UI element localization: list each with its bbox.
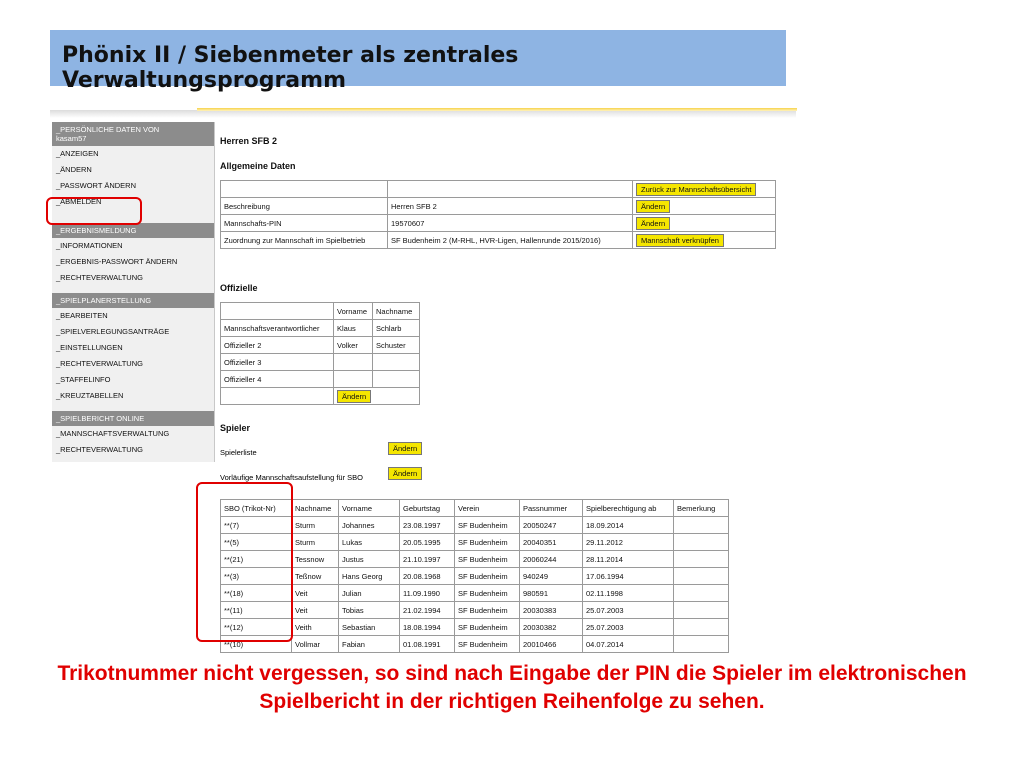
table-cell: 23.08.1997 xyxy=(400,517,455,534)
table-row: Mannschafts-PIN 19570607 Ändern xyxy=(221,215,776,232)
team-title: Herren SFB 2 xyxy=(220,136,278,146)
column-header: Passnummer xyxy=(520,500,583,517)
sidebar-heading: _SPIELBERICHT ONLINE xyxy=(52,411,214,426)
table-cell: SF Budenheim xyxy=(455,602,520,619)
table-cell: 20060244 xyxy=(520,551,583,568)
role-input[interactable]: Offizieller 2 xyxy=(221,337,334,354)
table-row xyxy=(221,602,729,619)
table-cell: Hans Georg xyxy=(339,568,400,585)
table-cell: Johannes xyxy=(339,517,400,534)
table-cell: Veit xyxy=(292,602,339,619)
table-cell xyxy=(674,551,729,568)
last-name-input[interactable] xyxy=(373,371,420,388)
table-cell xyxy=(674,636,729,653)
table-cell: 20040351 xyxy=(520,534,583,551)
table-cell: SF Budenheim xyxy=(455,551,520,568)
table-row xyxy=(221,551,729,568)
column-header: Nachname xyxy=(292,500,339,517)
sidebar-item-informationen[interactable]: _INFORMATIONEN xyxy=(52,238,214,254)
officials-table xyxy=(220,302,420,405)
table-cell: 20050247 xyxy=(520,517,583,534)
table-cell xyxy=(674,568,729,585)
table-cell: SF Budenheim xyxy=(455,636,520,653)
slide-title-bar xyxy=(50,30,786,93)
sidebar-item-mannschaftsverwaltung[interactable]: _MANNSCHAFTSVERWALTUNG xyxy=(52,426,214,442)
table-cell: 20030383 xyxy=(520,602,583,619)
first-name-input[interactable]: Klaus xyxy=(334,320,373,337)
table-cell: Sturm xyxy=(292,517,339,534)
column-header: Verein xyxy=(455,500,520,517)
sidebar-item-abmelden[interactable]: _ABMELDEN xyxy=(52,194,214,210)
table-cell xyxy=(674,619,729,636)
table-row xyxy=(221,585,729,602)
table-row xyxy=(221,534,729,551)
table-row xyxy=(221,636,729,653)
column-header: Vorname xyxy=(339,500,400,517)
table-cell: 28.11.2014 xyxy=(583,551,674,568)
first-name-input[interactable] xyxy=(334,371,373,388)
table-row: Vorname Nachname xyxy=(221,303,420,320)
back-to-teams-button[interactable]: Zurück zur Mannschaftsübersicht xyxy=(636,183,756,196)
sidebar-item-anzeigen[interactable]: _ANZEIGEN xyxy=(52,146,214,162)
table-row: Beschreibung Herren SFB 2 Ändern xyxy=(221,198,776,215)
sidebar-item-rechte[interactable]: _RECHTEVERWALTUNG xyxy=(52,442,214,458)
table-cell: Teßnow xyxy=(292,568,339,585)
table-row xyxy=(221,517,729,534)
table-cell xyxy=(674,585,729,602)
sidebar-item-bearbeiten[interactable]: _BEARBEITEN xyxy=(52,308,214,324)
edit-lineup-button[interactable]: Ändern xyxy=(388,467,422,480)
sidebar-item-ergebnis-passwort[interactable]: _ERGEBNIS-PASSWORT ÄNDERN xyxy=(52,254,214,270)
table-cell: Sturm xyxy=(292,534,339,551)
edit-description-button[interactable]: Ändern xyxy=(636,200,670,213)
column-header: Bemerkung xyxy=(674,500,729,517)
table-header-row xyxy=(221,500,729,517)
table-cell: Justus xyxy=(339,551,400,568)
table-row xyxy=(221,320,420,337)
role-input[interactable]: Mannschaftsverantwortlicher xyxy=(221,320,334,337)
table-cell: Tobias xyxy=(339,602,400,619)
highlight-jersey-numbers xyxy=(196,482,293,642)
general-table xyxy=(220,180,776,249)
table-cell: 21.02.1994 xyxy=(400,602,455,619)
table-row xyxy=(221,619,729,636)
table-row: Zuordnung zur Mannschaft im Spielbetrieb SF Budenheim 2 (M-RHL, HVR-Ligen, Hallenrunde 2015/2016) Mannschaft verknüpfen xyxy=(221,232,776,249)
edit-pin-button[interactable]: Ändern xyxy=(636,217,670,230)
role-input[interactable]: Offizieller 3 xyxy=(221,354,334,371)
table-cell: 20.08.1968 xyxy=(400,568,455,585)
table-cell: SF Budenheim xyxy=(455,585,520,602)
players-table xyxy=(220,499,729,653)
last-name-input[interactable]: Schlarb xyxy=(373,320,420,337)
sidebar-group-spielbericht xyxy=(52,411,214,458)
table-cell: 20.05.1995 xyxy=(400,534,455,551)
table-row xyxy=(221,181,776,198)
table-cell: Veit xyxy=(292,585,339,602)
table-cell xyxy=(674,602,729,619)
column-header: Geburtstag xyxy=(400,500,455,517)
table-cell: SF Budenheim xyxy=(455,517,520,534)
link-team-button[interactable]: Mannschaft verknüpfen xyxy=(636,234,724,247)
table-cell: 01.08.1991 xyxy=(400,636,455,653)
column-header: SBO (Trikot-Nr) xyxy=(221,500,292,517)
table-cell: **(10) xyxy=(221,636,292,653)
table-cell: **(18) xyxy=(221,585,292,602)
sidebar-heading: _PERSÖNLICHE DATEN VON kasam57 xyxy=(52,122,214,146)
sidebar-item-aendern[interactable]: _ÄNDERN xyxy=(52,162,214,178)
officials-heading: Offizielle xyxy=(220,283,258,293)
sidebar-group-spielplan xyxy=(52,293,214,404)
table-cell: 20030382 xyxy=(520,619,583,636)
table-cell: SF Budenheim xyxy=(455,534,520,551)
sidebar-item-kreuztabellen[interactable]: _KREUZTABELLEN xyxy=(52,388,214,404)
table-cell: 20010466 xyxy=(520,636,583,653)
sidebar-item-verlegung[interactable]: _SPIELVERLEGUNGSANTRÄGE xyxy=(52,324,214,340)
slide-note: Trikotnummer nicht vergessen, so sind nach Eingabe der PIN die Spieler im elektronischen Spielbericht in der richtigen Reihenfolge zu sehen. xyxy=(57,662,967,713)
table-cell: **(11) xyxy=(221,602,292,619)
table-cell xyxy=(674,534,729,551)
first-name-input[interactable]: Volker xyxy=(334,337,373,354)
table-cell: **(12) xyxy=(221,619,292,636)
table-cell: Veith xyxy=(292,619,339,636)
table-cell: **(5) xyxy=(221,534,292,551)
table-cell: 25.07.2003 xyxy=(583,619,674,636)
table-cell: SF Budenheim xyxy=(455,619,520,636)
table-cell: 29.11.2012 xyxy=(583,534,674,551)
sidebar-item-staffelinfo[interactable]: _STAFFELINFO xyxy=(52,372,214,388)
table-cell: 940249 xyxy=(520,568,583,585)
sidebar-group-ergebnis xyxy=(52,223,214,286)
sidebar-item-einstellungen[interactable]: _EINSTELLUNGEN xyxy=(52,340,214,356)
table-cell: 11.09.1990 xyxy=(400,585,455,602)
table-cell: 02.11.1998 xyxy=(583,585,674,602)
players-heading: Spieler xyxy=(220,423,251,433)
sidebar xyxy=(52,122,215,462)
table-row xyxy=(221,388,420,405)
table-cell: Fabian xyxy=(339,636,400,653)
table-cell: 18.08.1994 xyxy=(400,619,455,636)
table-cell: 04.07.2014 xyxy=(583,636,674,653)
sidebar-item-passwort[interactable]: _PASSWORT ÄNDERN xyxy=(52,178,214,194)
sidebar-heading: _SPIELPLANERSTELLUNG xyxy=(52,293,214,308)
general-heading: Allgemeine Daten xyxy=(220,161,296,171)
main-content xyxy=(218,128,778,649)
player-list-label: Spielerliste xyxy=(220,448,257,457)
table-cell: Vollmar xyxy=(292,636,339,653)
divider xyxy=(50,110,796,118)
table-cell: **(7) xyxy=(221,517,292,534)
last-name-input[interactable] xyxy=(373,354,420,371)
table-cell: 17.06.1994 xyxy=(583,568,674,585)
table-cell: **(21) xyxy=(221,551,292,568)
column-header: Spielberechtigung ab xyxy=(583,500,674,517)
table-cell: SF Budenheim xyxy=(455,568,520,585)
table-cell: **(3) xyxy=(221,568,292,585)
table-cell: Sebastian xyxy=(339,619,400,636)
table-cell: 18.09.2014 xyxy=(583,517,674,534)
table-row xyxy=(221,354,420,371)
table-cell: 25.07.2003 xyxy=(583,602,674,619)
table-row xyxy=(221,568,729,585)
role-input[interactable]: Offizieller 4 xyxy=(221,371,334,388)
table-cell: Lukas xyxy=(339,534,400,551)
sidebar-item-rechte[interactable]: _RECHTEVERWALTUNG xyxy=(52,270,214,286)
table-cell xyxy=(674,517,729,534)
sidebar-item-rechte[interactable]: _RECHTEVERWALTUNG xyxy=(52,356,214,372)
table-cell: Julian xyxy=(339,585,400,602)
table-row xyxy=(221,371,420,388)
slide-title: Phönix II / Siebenmeter als zentrales Verwaltungsprogramm xyxy=(62,43,519,93)
sidebar-heading: _ERGEBNISMELDUNG xyxy=(52,223,214,238)
table-cell: Tessnow xyxy=(292,551,339,568)
table-row xyxy=(221,337,420,354)
table-cell: 980591 xyxy=(520,585,583,602)
first-name-input[interactable] xyxy=(334,354,373,371)
edit-player-list-button[interactable]: Ändern xyxy=(388,442,422,455)
lineup-label: Vorläufige Mannschaftsaufstellung für SBO xyxy=(220,473,363,482)
last-name-input[interactable]: Schuster xyxy=(373,337,420,354)
table-cell: 21.10.1997 xyxy=(400,551,455,568)
edit-officials-button[interactable]: Ändern xyxy=(337,390,371,403)
highlight-abmelden xyxy=(46,197,142,225)
accent-line xyxy=(197,108,797,111)
username: kasam57 xyxy=(56,134,87,143)
